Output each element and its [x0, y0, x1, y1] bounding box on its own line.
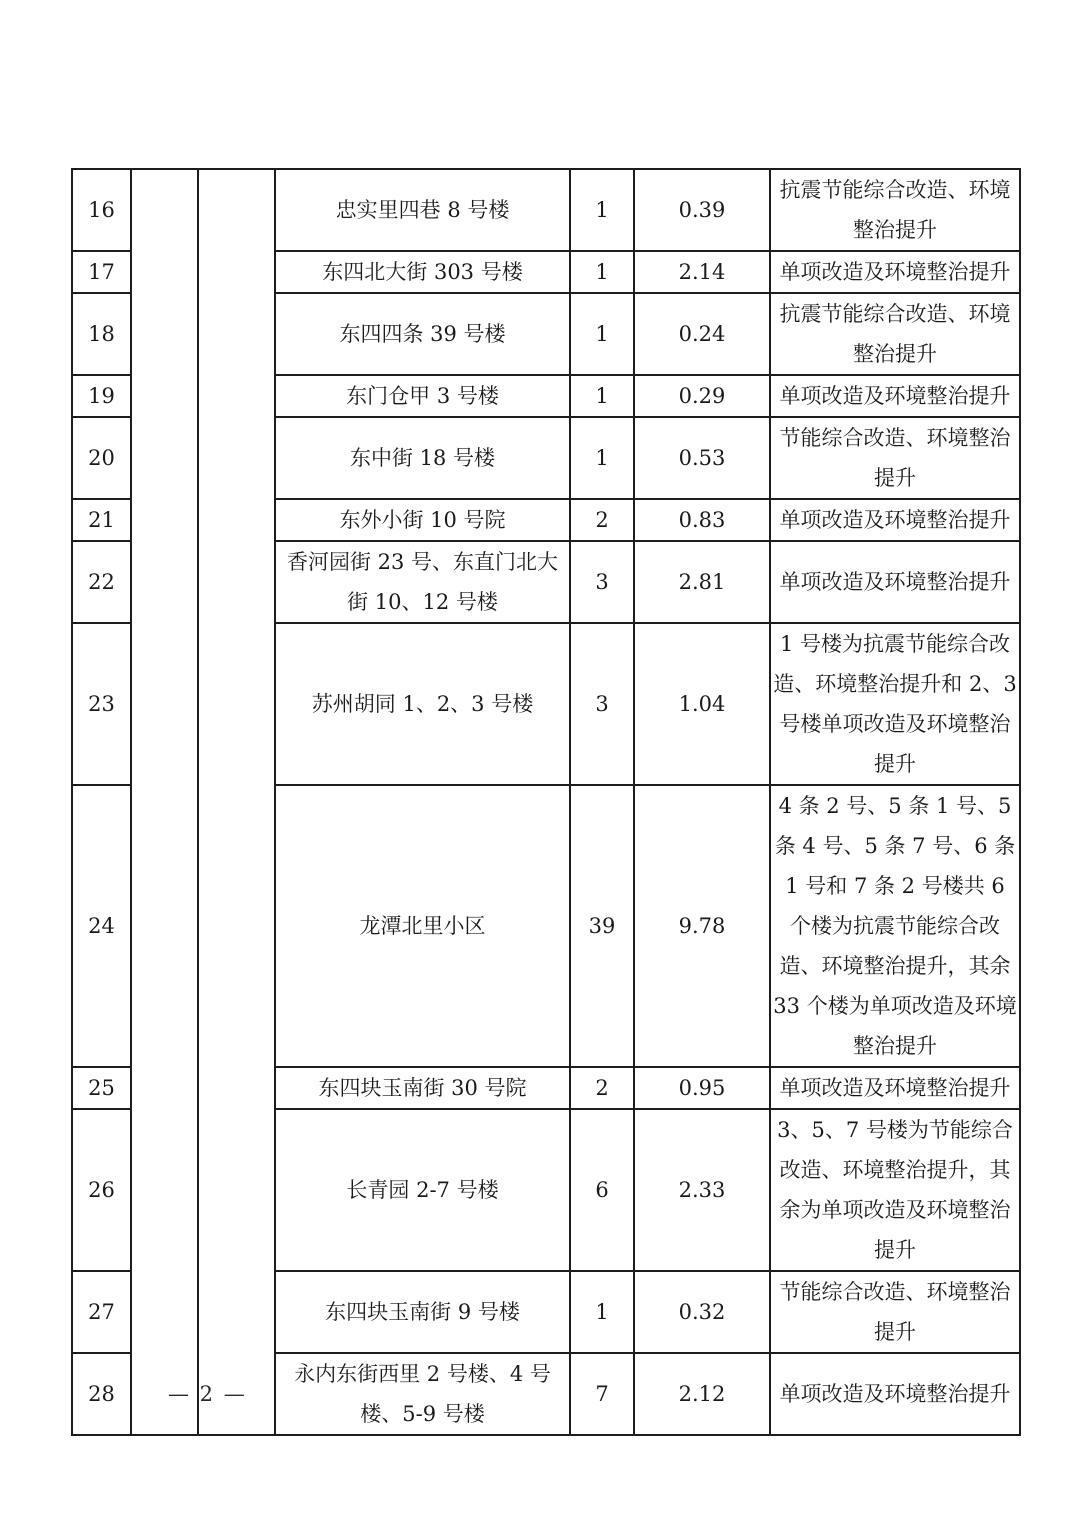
merged-street-cell — [198, 169, 275, 1435]
area-cell: 0.32 — [634, 1271, 770, 1353]
row-number-cell: 22 — [72, 541, 131, 623]
area-cell: 1.04 — [634, 623, 770, 785]
row-number-cell: 18 — [72, 293, 131, 375]
renovation-type-cell: 4 条 2 号、5 条 1 号、5 条 4 号、5 条 7 号、6 条 1 号和 7 条 2 号楼共 6 个楼为抗震节能综合改造、环境整治提升，其余 33 个楼为单项改造及环境整治提升 — [770, 785, 1020, 1067]
area-cell: 9.78 — [634, 785, 770, 1067]
area-cell: 0.24 — [634, 293, 770, 375]
renovation-projects-table — [71, 168, 1021, 1436]
row-number-cell: 28 — [72, 1353, 131, 1435]
row-number-cell: 27 — [72, 1271, 131, 1353]
renovation-type-cell: 节能综合改造、环境整治提升 — [770, 1271, 1020, 1353]
page-number: — 2 — — [168, 1382, 247, 1406]
project-name-cell: 永内东街西里 2 号楼、4 号楼、5-9 号楼 — [275, 1353, 570, 1435]
project-name-cell: 东四北大街 303 号楼 — [275, 251, 570, 293]
row-number-cell: 17 — [72, 251, 131, 293]
area-cell: 0.83 — [634, 499, 770, 541]
project-name-cell: 东四块玉南街 30 号院 — [275, 1067, 570, 1109]
renovation-type-cell: 单项改造及环境整治提升 — [770, 375, 1020, 417]
row-number-cell: 25 — [72, 1067, 131, 1109]
building-count-cell: 2 — [570, 1067, 634, 1109]
renovation-type-cell: 3、5、7 号楼为节能综合改造、环境整治提升，其余为单项改造及环境整治提升 — [770, 1109, 1020, 1271]
building-count-cell: 2 — [570, 499, 634, 541]
building-count-cell: 1 — [570, 417, 634, 499]
project-name-cell: 东中街 18 号楼 — [275, 417, 570, 499]
renovation-type-cell: 单项改造及环境整治提升 — [770, 499, 1020, 541]
area-cell: 0.95 — [634, 1067, 770, 1109]
renovation-type-cell: 单项改造及环境整治提升 — [770, 541, 1020, 623]
row-number-cell: 23 — [72, 623, 131, 785]
project-name-cell: 苏州胡同 1、2、3 号楼 — [275, 623, 570, 785]
renovation-type-cell: 节能综合改造、环境整治提升 — [770, 417, 1020, 499]
project-name-cell: 东四四条 39 号楼 — [275, 293, 570, 375]
project-name-cell: 东四块玉南街 9 号楼 — [275, 1271, 570, 1353]
area-cell: 0.29 — [634, 375, 770, 417]
row-number-cell: 24 — [72, 785, 131, 1067]
area-cell: 0.53 — [634, 417, 770, 499]
renovation-type-cell: 单项改造及环境整治提升 — [770, 1067, 1020, 1109]
row-number-cell: 21 — [72, 499, 131, 541]
renovation-type-cell: 1 号楼为抗震节能综合改造、环境整治提升和 2、3 号楼单项改造及环境整治提升 — [770, 623, 1020, 785]
building-count-cell: 1 — [570, 1271, 634, 1353]
table-row — [72, 169, 1020, 251]
area-cell: 2.33 — [634, 1109, 770, 1271]
building-count-cell: 3 — [570, 541, 634, 623]
row-number-cell: 26 — [72, 1109, 131, 1271]
row-number-cell: 19 — [72, 375, 131, 417]
area-cell: 2.81 — [634, 541, 770, 623]
project-name-cell: 龙潭北里小区 — [275, 785, 570, 1067]
building-count-cell: 39 — [570, 785, 634, 1067]
project-name-cell: 东外小街 10 号院 — [275, 499, 570, 541]
area-cell: 2.12 — [634, 1353, 770, 1435]
building-count-cell: 1 — [570, 169, 634, 251]
row-number-cell: 20 — [72, 417, 131, 499]
renovation-type-cell: 抗震节能综合改造、环境整治提升 — [770, 169, 1020, 251]
project-name-cell: 忠实里四巷 8 号楼 — [275, 169, 570, 251]
renovation-type-cell: 单项改造及环境整治提升 — [770, 1353, 1020, 1435]
area-cell: 0.39 — [634, 169, 770, 251]
project-name-cell: 香河园街 23 号、东直门北大街 10、12 号楼 — [275, 541, 570, 623]
area-cell: 2.14 — [634, 251, 770, 293]
building-count-cell: 1 — [570, 293, 634, 375]
renovation-type-cell: 单项改造及环境整治提升 — [770, 251, 1020, 293]
building-count-cell: 6 — [570, 1109, 634, 1271]
building-count-cell: 3 — [570, 623, 634, 785]
building-count-cell: 7 — [570, 1353, 634, 1435]
merged-district-cell — [131, 169, 198, 1435]
building-count-cell: 1 — [570, 375, 634, 417]
project-name-cell: 东门仓甲 3 号楼 — [275, 375, 570, 417]
renovation-type-cell: 抗震节能综合改造、环境整治提升 — [770, 293, 1020, 375]
row-number-cell: 16 — [72, 169, 131, 251]
building-count-cell: 1 — [570, 251, 634, 293]
project-name-cell: 长青园 2-7 号楼 — [275, 1109, 570, 1271]
